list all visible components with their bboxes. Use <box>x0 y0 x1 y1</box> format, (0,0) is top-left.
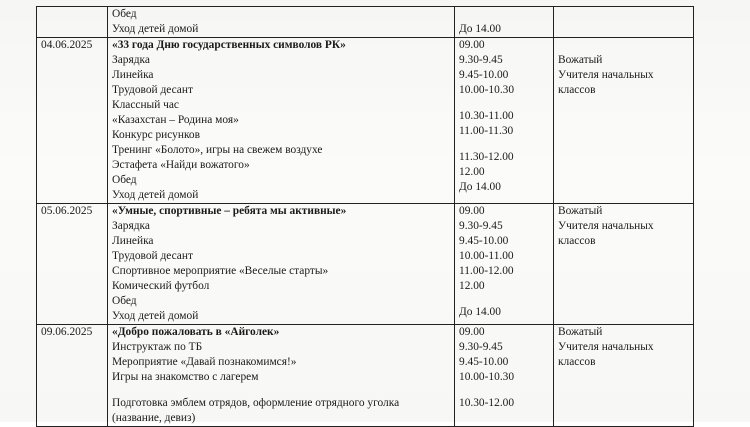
responsible-cell <box>554 7 694 38</box>
activity-item: Уход детей домой <box>112 189 199 201</box>
time-item: До 14.00 <box>459 181 501 193</box>
date-cell <box>37 204 108 325</box>
activity-item: Инструктаж по ТБ <box>112 341 203 353</box>
time-item: До 14.00 <box>459 23 501 35</box>
responsible-item: Учителя начальных <box>558 341 654 353</box>
date-cell <box>37 38 108 204</box>
activity-item: (название, девиз) <box>112 412 196 424</box>
time-item: 11.30-12.00 <box>459 151 514 163</box>
activity-item: Комический футбол <box>112 280 210 292</box>
activity-item: «Казахстан – Родина моя» <box>112 114 239 126</box>
time-item: 10.00-10.30 <box>459 371 515 383</box>
day-date: 04.06.2025 <box>41 39 93 51</box>
activity-item: Зарядка <box>112 220 150 232</box>
time-item: 09.00 <box>459 39 485 51</box>
day-title: «Добро пожаловать в «Айголек» <box>112 326 280 338</box>
time-item: До 14.00 <box>459 306 501 318</box>
responsible-item: Вожатый <box>558 326 603 338</box>
activity-item: Обед <box>112 174 137 186</box>
activity-item: Обед <box>112 295 137 307</box>
activity-item: Игры на знакомство с лагерем <box>112 371 259 383</box>
time-item: 9.45-10.00 <box>459 356 509 368</box>
day-date: 09.06.2025 <box>41 326 93 338</box>
date-cell <box>37 7 108 38</box>
time-item: 9.45-10.00 <box>459 69 509 81</box>
activity-item: Тренинг «Болото», игры на свежем воздухе <box>112 144 323 156</box>
time-item: 09.00 <box>459 205 485 217</box>
table-row-day <box>37 38 694 204</box>
activity-item: Мероприятие «Давай познакомимся!» <box>112 356 297 368</box>
activity-item: Зарядка <box>112 54 150 66</box>
activity-item: Спортивное мероприятие «Веселые старты» <box>112 265 329 277</box>
time-item: 11.00-12.00 <box>459 265 514 277</box>
responsible-item: классов <box>558 84 596 96</box>
table-row-continuation <box>37 7 694 38</box>
time-item: 10.30-12.00 <box>459 397 515 409</box>
time-item: 12.00 <box>459 166 485 178</box>
activity-item: Эстафета «Найди вожатого» <box>112 159 250 171</box>
responsible-item: Учителя начальных <box>558 69 654 81</box>
time-item: 9.30-9.45 <box>459 220 503 232</box>
responsible-item: классов <box>558 235 596 247</box>
activity-item: Уход детей домой <box>112 310 199 322</box>
time-item: 10.00-11.00 <box>459 250 514 262</box>
activity-item: Конкурс рисунков <box>112 129 201 141</box>
time-item: 09.00 <box>459 326 485 338</box>
table-row-day <box>37 325 694 427</box>
activity-item: Линейка <box>112 69 154 81</box>
times-cell <box>455 204 554 325</box>
activity-item: Трудовой десант <box>112 250 193 262</box>
date-cell <box>37 325 108 427</box>
responsible-cell <box>554 325 694 427</box>
day-title: «Умные, спортивные – ребята мы активные» <box>112 205 347 217</box>
time-item: 10.00-10.30 <box>459 84 515 96</box>
responsible-item: Учителя начальных <box>558 220 654 232</box>
table-row-day <box>37 204 694 325</box>
schedule-table <box>36 6 694 427</box>
activities-cell <box>108 38 455 204</box>
activity-item: Подготовка эмблем отрядов, оформление отрядного уголка <box>112 397 400 409</box>
activities-cell <box>108 7 455 38</box>
activities-cell <box>108 204 455 325</box>
activities-cell <box>108 325 455 427</box>
activity-item: Уход детей домой <box>112 23 199 35</box>
responsible-cell <box>554 38 694 204</box>
activity-item: Трудовой десант <box>112 84 193 96</box>
time-item: 9.45-10.00 <box>459 235 509 247</box>
times-cell <box>455 7 554 38</box>
times-cell <box>455 38 554 204</box>
responsible-item: Вожатый <box>558 205 603 217</box>
time-item: 9.30-9.45 <box>459 54 503 66</box>
times-cell <box>455 325 554 427</box>
time-item: 9.30-9.45 <box>459 341 503 353</box>
activity-item: Обед <box>112 8 137 20</box>
time-item: 10.30-11.00 <box>459 110 514 122</box>
responsible-cell <box>554 204 694 325</box>
activity-item: Классный час <box>112 99 179 111</box>
time-item: 12.00 <box>459 280 485 292</box>
responsible-item: классов <box>558 356 596 368</box>
time-item: 11.00-11.30 <box>459 125 514 137</box>
responsible-item: Вожатый <box>558 54 603 66</box>
day-title: «33 года Дню государственных символов РК» <box>112 39 346 51</box>
day-date: 05.06.2025 <box>41 205 93 217</box>
activity-item: Линейка <box>112 235 154 247</box>
